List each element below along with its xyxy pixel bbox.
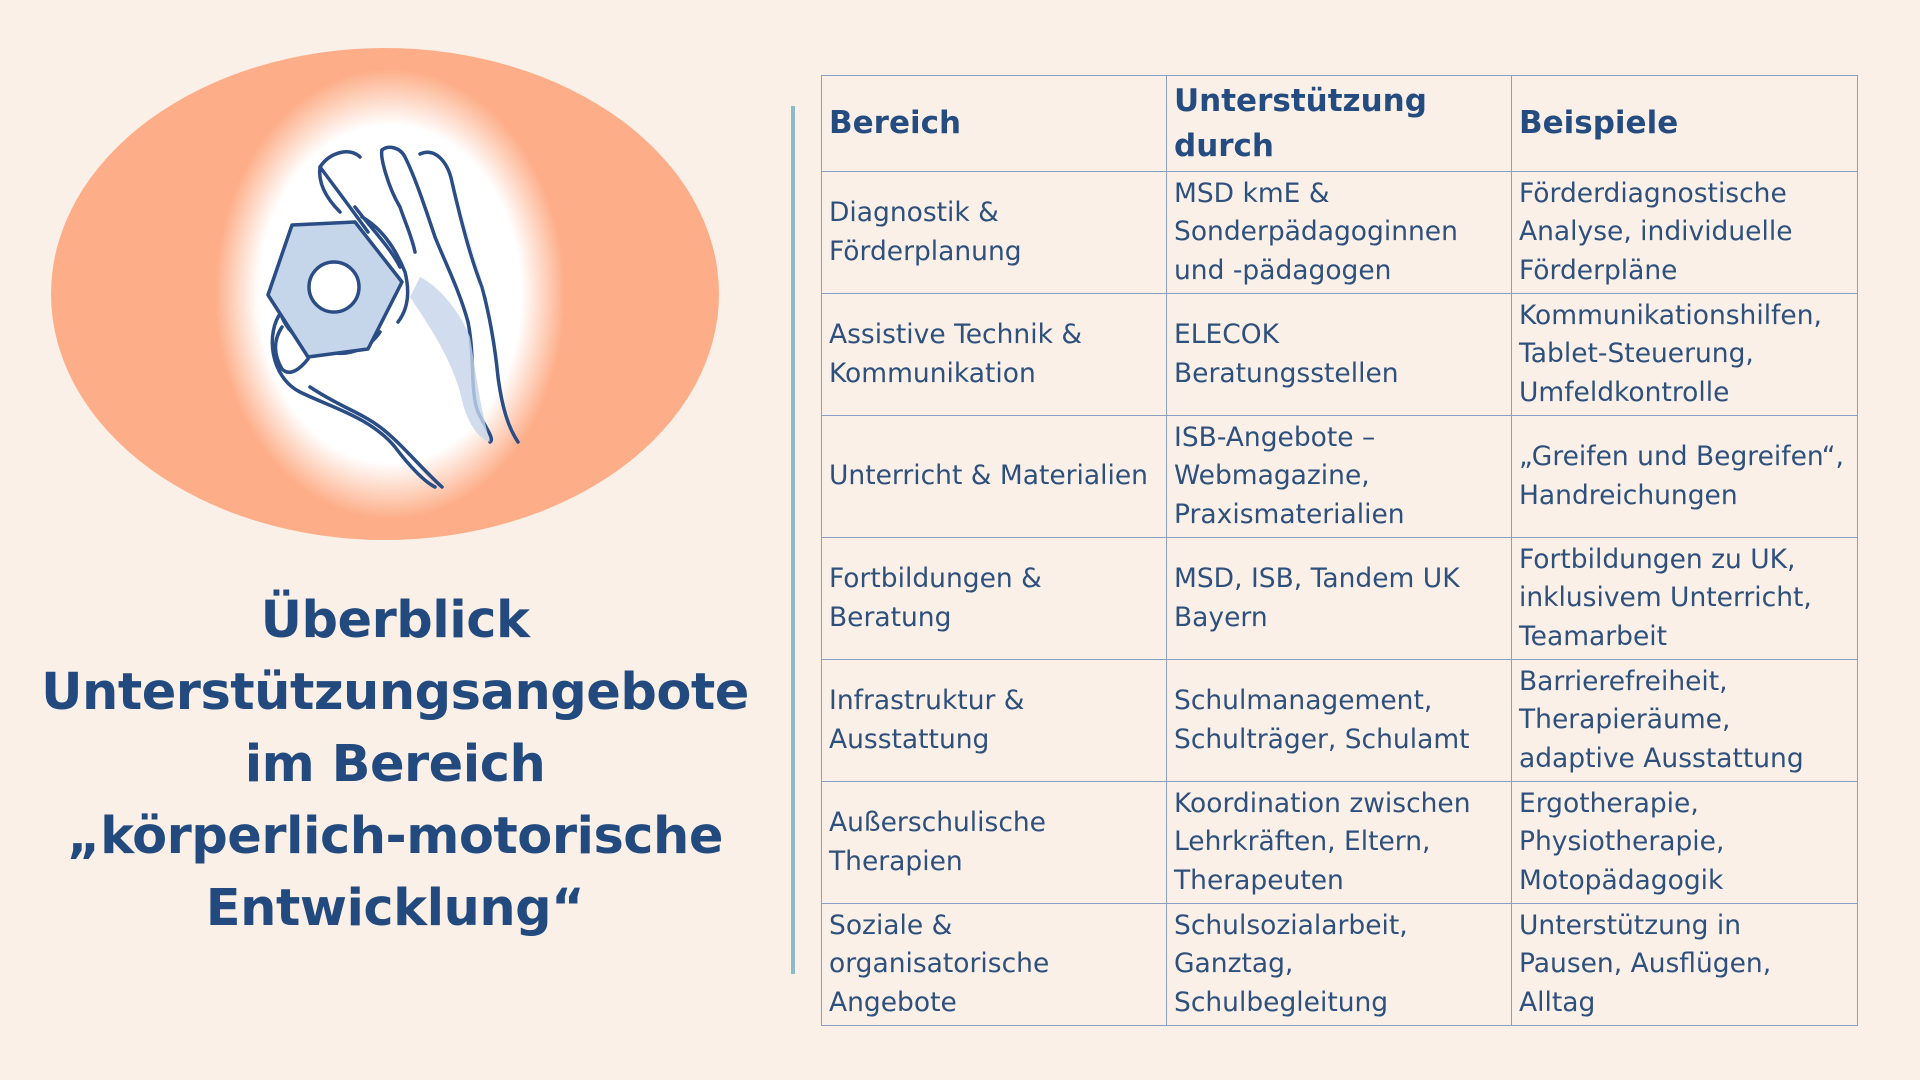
cell-unterstuetzung: Schulsozialarbeit, Ganztag, Schulbegleitung: [1167, 904, 1512, 1026]
cell-bereich: Diagnostik & Förderplanung: [822, 172, 1167, 294]
table-row: [822, 294, 1858, 416]
cell-beispiele: Fortbildungen zu UK, inklusivem Unterricht, Teamarbeit: [1512, 538, 1858, 660]
cell-beispiele: „Greifen und Begreifen“, Handreichungen: [1512, 416, 1858, 538]
title-line: Entwicklung“: [205, 879, 585, 938]
title-line: Unterstützungsangebote: [41, 663, 749, 722]
header-beispiele: Beispiele: [1512, 76, 1858, 172]
cell-beispiele: Barrierefreiheit, Therapieräume, adaptive Ausstattung: [1512, 660, 1858, 782]
cell-bereich: Assistive Technik & Kommunikation: [822, 294, 1167, 416]
cell-unterstuetzung: MSD kmE & Sonderpädagoginnen und -pädagogen: [1167, 172, 1512, 294]
table-row: [822, 416, 1858, 538]
table-row: [822, 538, 1858, 660]
cell-beispiele: Ergotherapie, Physiotherapie, Motopädagogik: [1512, 782, 1858, 904]
hand-holding-nut-icon: [50, 47, 720, 542]
illustration: [50, 47, 720, 542]
cell-unterstuetzung: MSD, ISB, Tandem UK Bayern: [1167, 538, 1512, 660]
title-line: Überblick: [260, 591, 530, 650]
cell-bereich: Soziale & organisatorische Angebote: [822, 904, 1167, 1026]
table-row: [822, 172, 1858, 294]
cell-bereich: Infrastruktur & Ausstattung: [822, 660, 1167, 782]
cell-beispiele: Kommunikationshilfen, Tablet-Steuerung, Umfeldkontrolle: [1512, 294, 1858, 416]
title-line: „körperlich-motorische: [67, 807, 723, 866]
support-table: [821, 75, 1858, 1026]
table-row: [822, 904, 1858, 1026]
cell-unterstuetzung: ISB-Angebote – Webmagazine, Praxismaterialien: [1167, 416, 1512, 538]
cell-bereich: Unterricht & Materialien: [822, 416, 1167, 538]
cell-beispiele: Förderdiagnostische Analyse, individuelle Förderpläne: [1512, 172, 1858, 294]
cell-bereich: Außerschulische Therapien: [822, 782, 1167, 904]
vertical-divider: [791, 106, 795, 974]
cell-unterstuetzung: Schulmanagement, Schulträger, Schulamt: [1167, 660, 1512, 782]
title-line: im Bereich: [244, 735, 546, 794]
table-row: [822, 660, 1858, 782]
table-row: [822, 782, 1858, 904]
header-unterstuetzung: Unterstützung durch: [1167, 76, 1512, 172]
cell-beispiele: Unterstützung in Pausen, Ausflügen, Alltag: [1512, 904, 1858, 1026]
slide-title: [40, 585, 750, 945]
cell-bereich: Fortbildungen & Beratung: [822, 538, 1167, 660]
cell-unterstuetzung: Koordination zwischen Lehrkräften, Eltern, Therapeuten: [1167, 782, 1512, 904]
cell-unterstuetzung: ELECOK Beratungsstellen: [1167, 294, 1512, 416]
table-header-row: [822, 76, 1858, 172]
header-bereich: Bereich: [822, 76, 1167, 172]
